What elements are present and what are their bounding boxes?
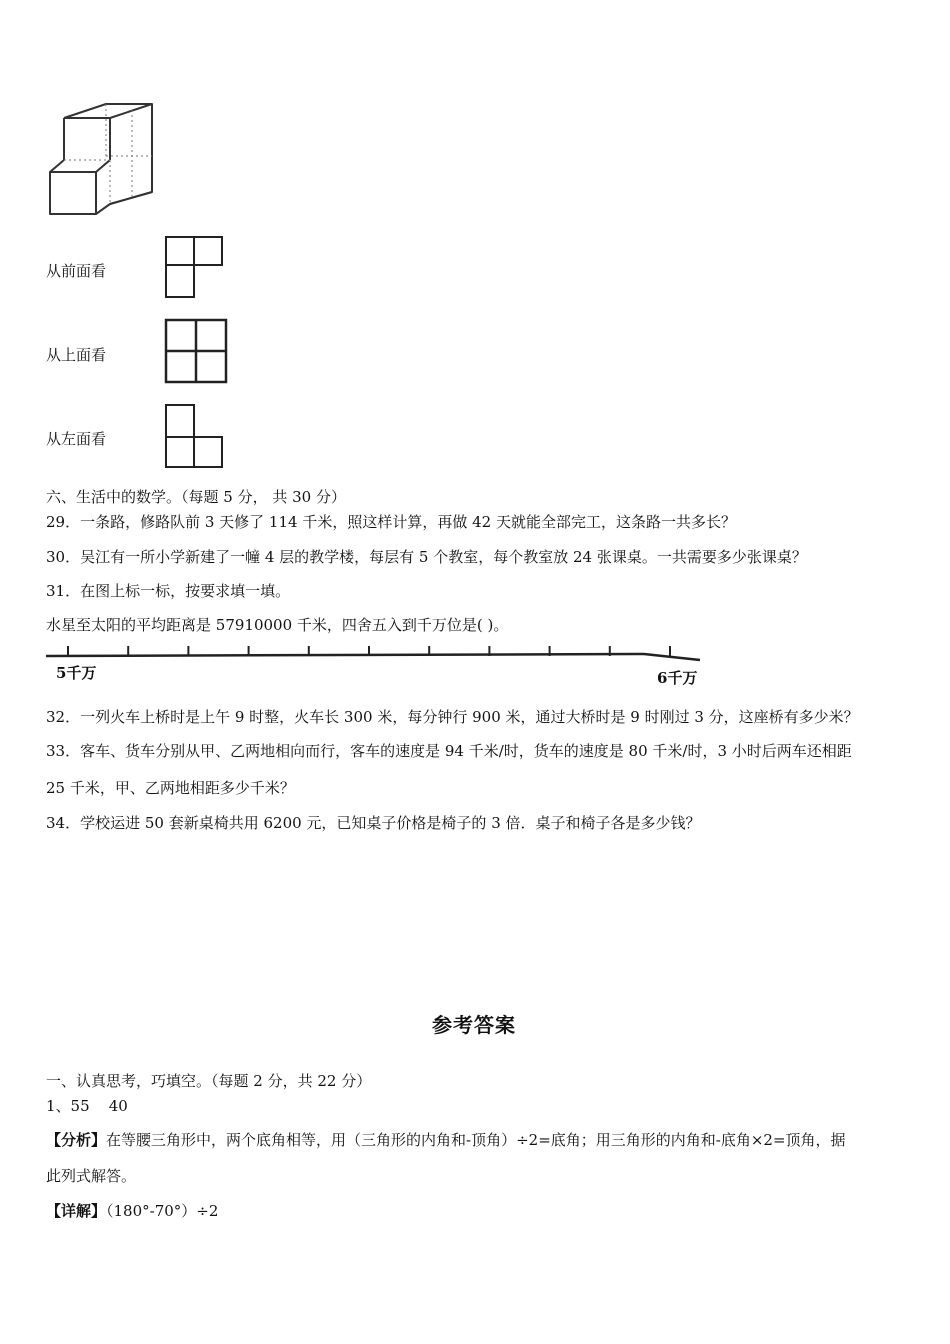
number-line-right-label: 6千万 (657, 669, 698, 687)
number-line-left-label: 5千万 (56, 664, 97, 682)
question-34: 34．学校运进 50 套新桌椅共用 6200 元，已知桌子价格是椅子的 3 倍．桌子和椅子各是多少钱？ (46, 814, 701, 832)
detail-tag: 【详解】 (46, 1202, 107, 1220)
left-view-icon (164, 403, 224, 469)
front-view-icon (164, 235, 224, 299)
question-33-line2: 25 千米，甲、乙两地相距多少千米？ (46, 779, 295, 797)
left-view-label: 从左面看 (46, 430, 107, 448)
answer-1: 1、55 40 (46, 1097, 128, 1115)
question-31: 31．在图上标一标，按要求填一填。 (46, 582, 291, 600)
question-31-sub: 水星至太阳的平均距离是 57910000 千米，四舍五入到千万位是( )。 (46, 616, 509, 634)
section6-heading: 六、生活中的数学。（每题 5 分， 共 30 分） (46, 488, 346, 506)
cube-figure (44, 100, 156, 218)
answers-section1-heading: 一、认真思考，巧填空。（每题 2 分，共 22 分） (46, 1072, 372, 1090)
question-32: 32．一列火车上桥时是上午 9 时整，火车长 300 米，每分钟行 900 米，通过大桥时是 9 时刚过 3 分，这座桥有多少米？ (46, 708, 859, 726)
front-view-label: 从前面看 (46, 262, 107, 280)
detail-text: （180°-70°）÷2 (106, 1202, 219, 1220)
question-30: 30．吴江有一所小学新建了一幢 4 层的教学楼，每层有 5 个教室，每个教室放 24 张课桌。一共需要多少张课桌？ (46, 548, 807, 566)
top-view-label: 从上面看 (46, 346, 107, 364)
question-33-line1: 33．客车、货车分别从甲、乙两地相向而行，客车的速度是 94 千米/时，货车的速度是 80 千米/时，3 小时后两车还相距 (46, 742, 852, 760)
analysis-line2: 此列式解答。 (46, 1167, 137, 1185)
detail-line (46, 1201, 218, 1221)
top-view-icon (164, 318, 228, 384)
analysis-tag: 【分析】 (46, 1131, 107, 1149)
question-29: 29．一条路，修路队前 3 天修了 114 千米，照这样计算，再做 42 天就能全部完工，这条路一共多长？ (46, 513, 736, 531)
analysis-line1 (46, 1130, 846, 1150)
answers-title: 参考答案 (432, 1013, 516, 1037)
analysis-text: 在等腰三角形中，两个底角相等，用（三角形的内角和-顶角）÷2=底角；用三角形的内角和-底角×2=顶角，据 (106, 1131, 846, 1149)
number-line (44, 646, 704, 660)
